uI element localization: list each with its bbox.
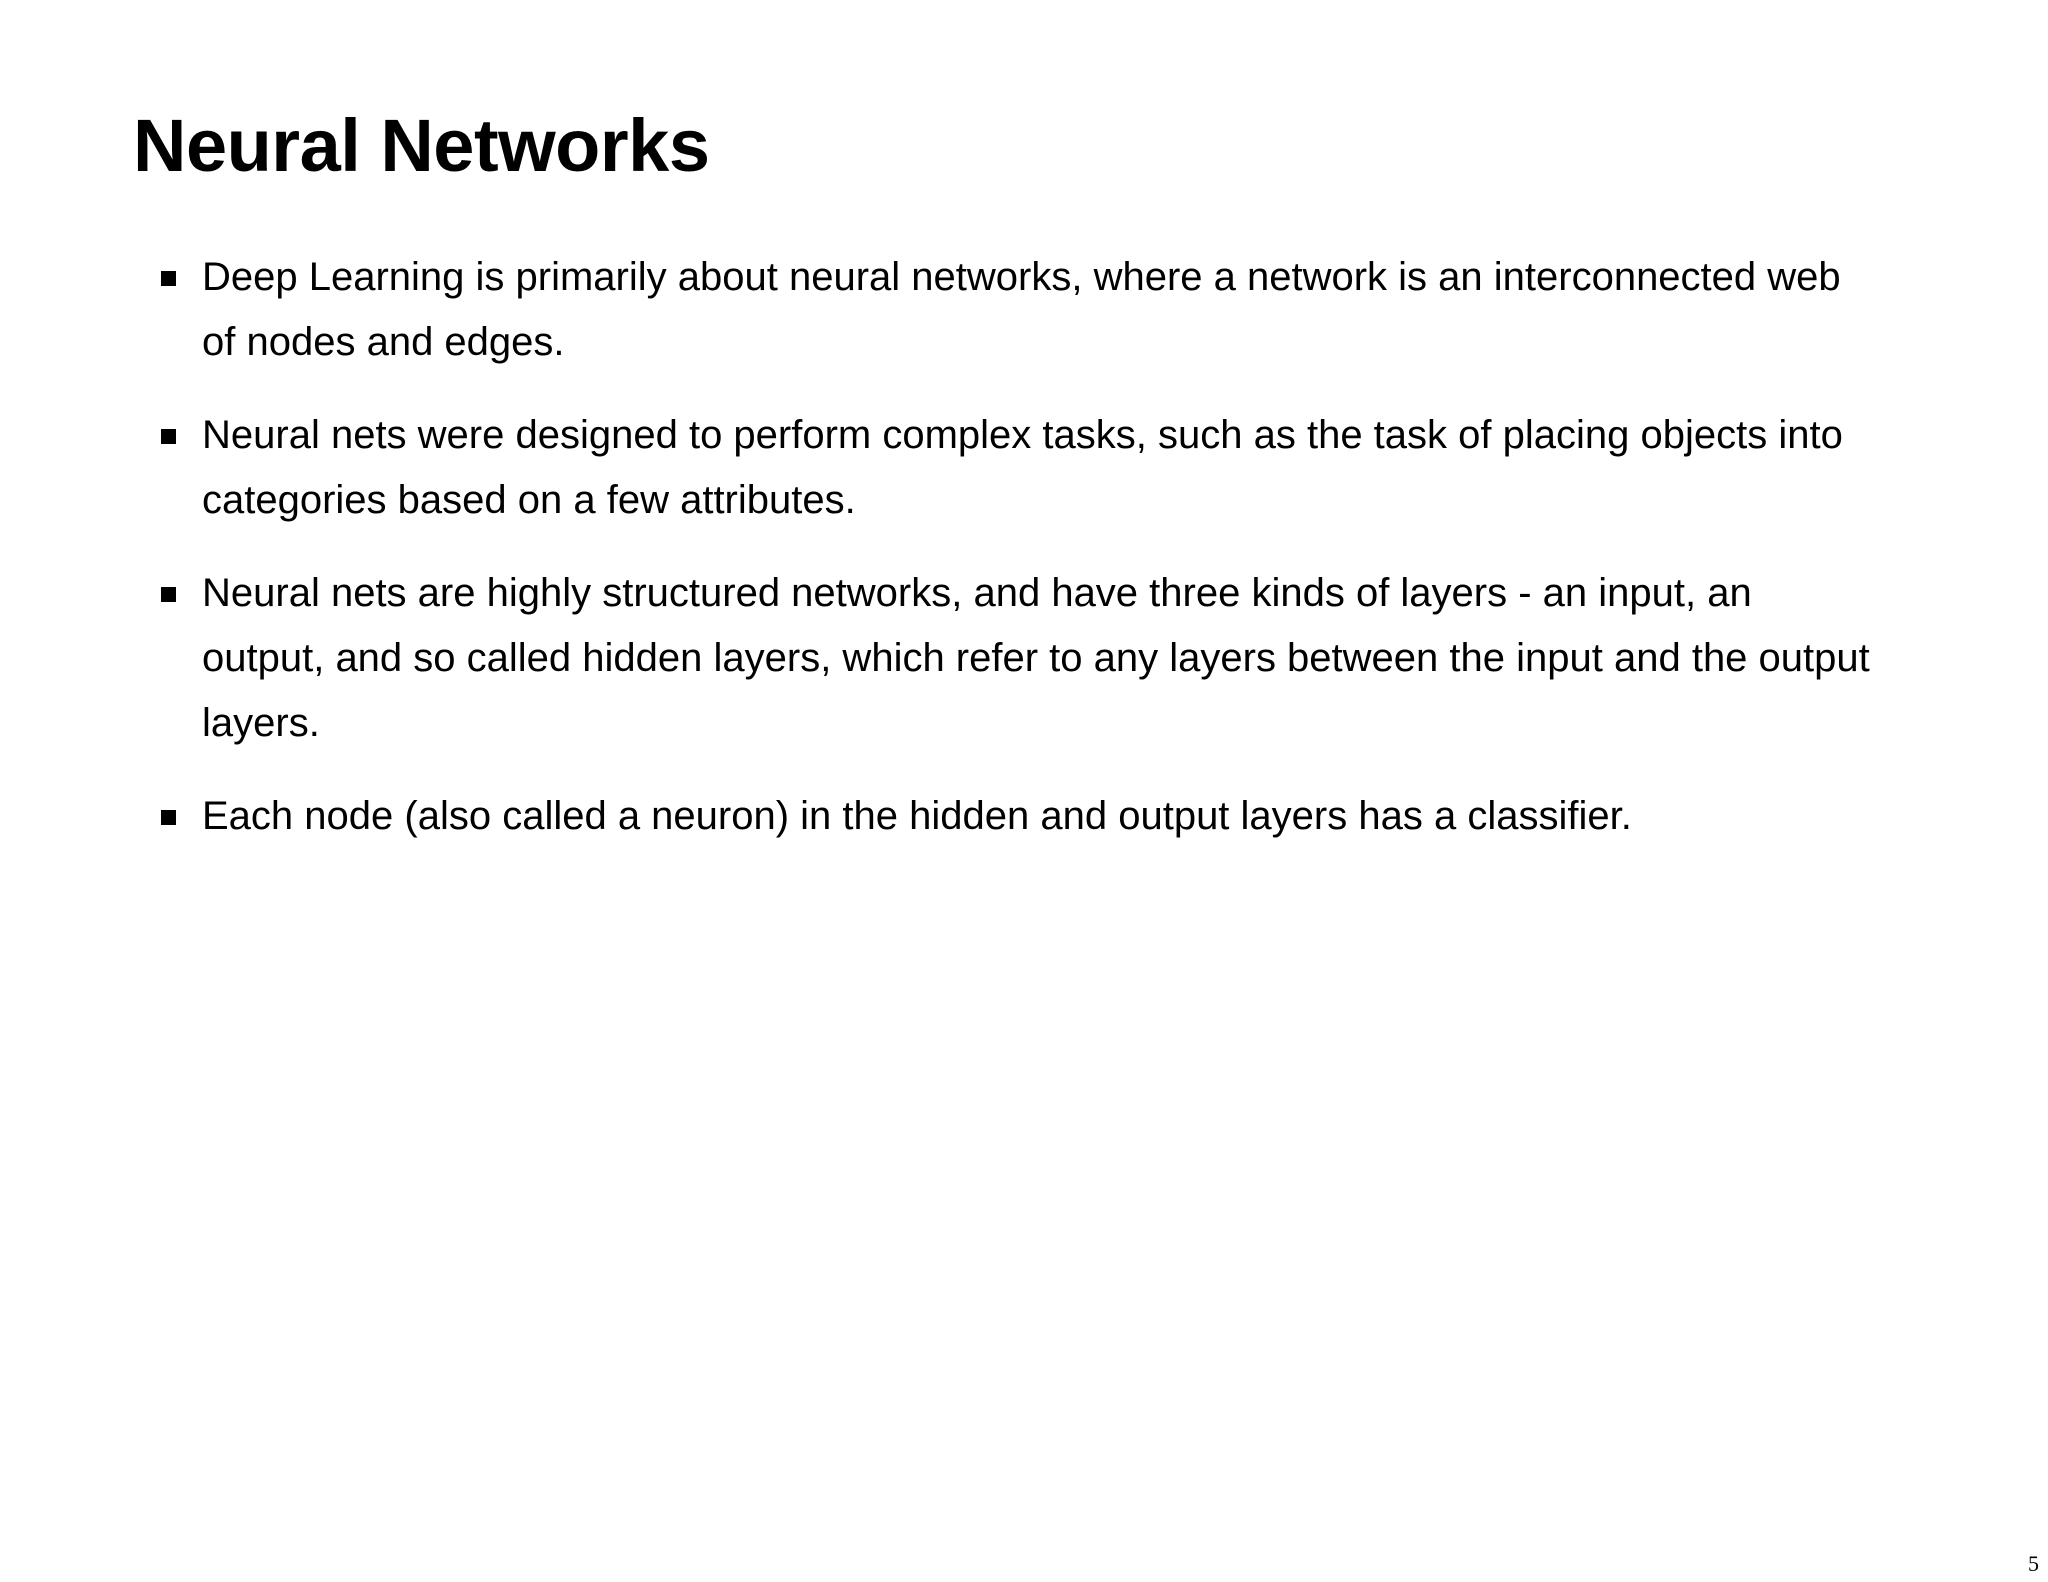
- bullet-text: Each node (also called a neuron) in the hidden and output layers has a classifier.: [202, 794, 1632, 838]
- bullet-text: Neural nets were designed to perform complex tasks, such as the task of placing objects into categories based on a few attributes.: [202, 413, 1843, 522]
- bullet-item: [160, 403, 1880, 533]
- square-bullet-icon: [161, 271, 176, 286]
- square-bullet-icon: [161, 810, 176, 825]
- slide-title: Neural Networks: [133, 104, 710, 187]
- bullet-text: Neural nets are highly structured networks, and have three kinds of layers - an input, an output, and so called hidden layers, which refer to any layers between the input and the output layers.: [202, 571, 1870, 745]
- square-bullet-icon: [161, 429, 176, 444]
- square-bullet-icon: [161, 587, 176, 602]
- bullet-text: Deep Learning is primarily about neural networks, where a network is an interconnected web of nodes and edges.: [202, 255, 1841, 364]
- bullet-item: [160, 561, 1880, 756]
- bullet-item: [160, 245, 1880, 375]
- page-number: 5: [2028, 1551, 2039, 1576]
- bullet-list: [160, 245, 1880, 877]
- bullet-item: [160, 784, 1880, 849]
